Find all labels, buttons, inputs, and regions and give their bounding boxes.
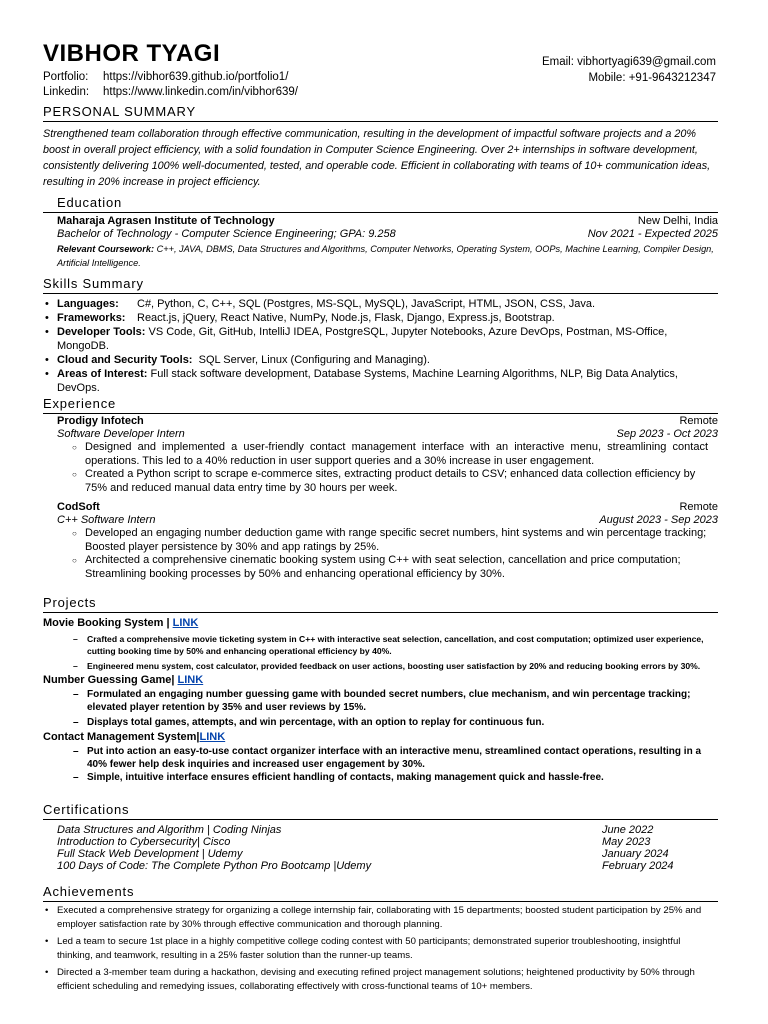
skills-heading: Skills Summary xyxy=(43,276,718,294)
list-item: • Led a team to secure 1st place in a highly competitive college coding contest with 50 participants; demonstrated superior troubleshooting, insightful thinking, and teamwork, resulting in a 25% faster solution than the runner-up teams. xyxy=(43,935,718,963)
project-points xyxy=(43,688,718,729)
job-points xyxy=(43,441,718,495)
certification-row: Data Structures and Algorithm | Coding Ninjas June 2022 xyxy=(57,824,654,836)
linkedin-link[interactable]: https://www.linkedin.com/in/vibhor639/ xyxy=(103,86,298,98)
education-section xyxy=(43,195,718,270)
job-entry xyxy=(43,415,718,441)
degree-text: Bachelor of Technology - Computer Science Engineering; GPA: 9.258 xyxy=(57,228,396,240)
projects-heading: Projects xyxy=(43,595,718,613)
email-text[interactable]: Email: vibhortyagi639@gmail.com xyxy=(541,56,716,68)
project-link[interactable]: LINK xyxy=(177,674,204,686)
projects-section xyxy=(43,595,718,784)
achievements-list xyxy=(43,904,718,994)
job-entry xyxy=(43,501,718,527)
project-points xyxy=(43,745,718,784)
job-location: Remote xyxy=(679,501,718,513)
project-link[interactable]: LINK xyxy=(172,617,199,629)
coursework-text: C++, JAVA, DBMS, Data Structures and Algorithms, Computer Networks, Operating System, OOPs, Machine Learning, Compiler Design, Artificial Intelligence. xyxy=(57,244,714,268)
list-item: ○ Architected a comprehensive cinematic booking system using C++ with seat selection, cancellation and price computation; Streamlining booking processes by 50% and enhancing operational efficiency by 30%. xyxy=(43,554,718,581)
list-item: ○ Designed and implemented a user-friendly contact management interface with an interactive menu, streamlining contact operations. This led to a 40% reduction in user support queries and a 30% increase in user engagement. xyxy=(43,441,718,468)
list-item: – Displays total games, attempts, and win percentage, with an option to replay for continuous fun. xyxy=(43,716,718,729)
achievements-heading: Achievements xyxy=(43,884,718,902)
skills-list xyxy=(43,297,718,395)
portfolio-link[interactable]: https://vibhor639.github.io/portfolio1/ xyxy=(103,71,289,83)
list-item: – Crafted a comprehensive movie ticketing system in C++ with interactive seat selection, cancellation, and cost computation; optimized user experience, cutting booking time by 50% and enhancing operational efficiency by 40%. xyxy=(43,633,718,657)
portfolio-label: Portfolio: xyxy=(43,71,89,83)
list-item: ○ Created a Python script to scrape e-commerce sites, extracting product details to CSV; enhanced data collection efficiency by 75% and reduced manual data entry time by 30 hours per week. xyxy=(43,468,718,495)
job-location: Remote xyxy=(679,415,718,427)
education-location: New Delhi, India xyxy=(637,215,718,227)
skill-item: • Frameworks: React.js, jQuery, React Native, NumPy, Node.js, Flask, Django, Express.js, Bootstrap. xyxy=(43,311,718,325)
list-item: – Put into action an easy-to-use contact organizer interface with an interactive menu, streamlined contact operations, resulting in a 40% fewer help desk inquiries and increased user engagement by 30%. xyxy=(43,745,718,771)
summary-section xyxy=(43,104,718,190)
project-link[interactable]: LINK xyxy=(199,731,226,743)
company-name: Prodigy Infotech xyxy=(57,415,144,427)
certification-row: 100 Days of Code: The Complete Python Pro Bootcamp |Udemy February 2024 xyxy=(57,860,674,872)
achievements-section xyxy=(43,884,718,994)
skill-item: • Developer Tools: VS Code, Git, GitHub, IntelliJ IDEA, PostgreSQL, Jupyter Notebooks, Azure DevOps, Postman, MS-Office, MongoDB. xyxy=(43,325,718,353)
list-item: – Formulated an engaging number guessing game with bounded secret numbers, clue mechanism, and win percentage tracking; elevated player retention by 35% and user reviews by 15%. xyxy=(43,688,718,714)
list-item: – Engineered menu system, cost calculator, provided feedback on user actions, boosting user satisfaction by 20% and reducing booking errors by 30%. xyxy=(43,660,718,672)
job-role: Software Developer Intern xyxy=(57,428,185,440)
list-item: ○ Developed an engaging number deduction game with range specific secret numbers, hint systems and win percentage tracking; Boosted player persistence by 30% and app ratings by 25%. xyxy=(43,527,718,554)
summary-heading: PERSONAL SUMMARY xyxy=(43,104,718,122)
job-dates: August 2023 - Sep 2023 xyxy=(599,514,718,526)
project-points xyxy=(43,633,718,672)
skill-item: • Cloud and Security Tools: SQL Server, Linux (Configuring and Managing). xyxy=(43,353,718,367)
job-dates: Sep 2023 - Oct 2023 xyxy=(616,428,718,440)
certification-row: Full Stack Web Development | Udemy January 2024 xyxy=(57,848,669,860)
skills-section xyxy=(43,276,718,395)
project-title: Number Guessing Game| LINK xyxy=(43,674,204,686)
education-heading: Education xyxy=(43,195,718,213)
certification-row: Introduction to Cybersecurity| Cisco May 2023 xyxy=(57,836,651,848)
linkedin-label: Linkedin: xyxy=(43,86,90,98)
project-title: Movie Booking System | LINK xyxy=(43,617,199,629)
summary-text: Strengthened team collaboration through effective communication, resulting in the development of impactful software projects and a 20% boost in overall project efficiency, with a solid foundation in Computer Science Engineering. Over 2+ internships in software development, consistently delivering 100% well-documented, tested, and operable code. Efficient in collaborating with teams of 10+ communication ideas, resulting in 20% increase in project efficiency. xyxy=(43,128,711,188)
institute-name: Maharaja Agrasen Institute of Technology xyxy=(57,215,275,227)
education-dates: Nov 2021 - Expected 2025 xyxy=(587,228,718,240)
coursework-label: Relevant Coursework: xyxy=(57,244,155,254)
skill-item: • Languages: C#, Python, C, C++, SQL (Postgres, MS-SQL, MySQL), JavaScript, HTML, JSON, CSS, Java. xyxy=(43,297,718,311)
job-points xyxy=(43,527,718,581)
company-name: CodSoft xyxy=(57,501,100,513)
contact-info-right xyxy=(542,54,716,86)
certifications-section xyxy=(43,802,718,872)
list-item: • Directed a 3-member team during a hackathon, devising and executing refined project management solutions; heightened productivity by 50% through efficient scheduling and remedying issues, collaborating effectively with cross-functional teams of 10+ members. xyxy=(43,966,718,994)
mobile-text: Mobile: +91-9643212347 xyxy=(588,72,716,84)
list-item: – Simple, intuitive interface ensures efficient handling of contacts, making management quick and hassle-free. xyxy=(43,771,718,784)
skill-item: • Areas of Interest: Full stack software development, Database Systems, Machine Learning Algorithms, NLP, Big Data Analytics, DevOps. xyxy=(43,367,718,395)
job-role: C++ Software Intern xyxy=(57,514,156,526)
list-item: • Executed a comprehensive strategy for organizing a college internship fair, collaborating with 15 departments; boosted student participation by 25% and employer satisfaction rate by 30% through effective communication and thorough planning. xyxy=(43,904,718,932)
experience-section xyxy=(43,396,718,581)
candidate-name: VIBHOR TYAGI xyxy=(43,40,221,67)
experience-heading: Experience xyxy=(43,396,718,414)
certifications-heading: Certifications xyxy=(43,802,718,820)
project-title: Contact Management System|LINK xyxy=(43,731,226,743)
certifications-list xyxy=(43,824,718,872)
contact-info-left xyxy=(43,70,298,100)
